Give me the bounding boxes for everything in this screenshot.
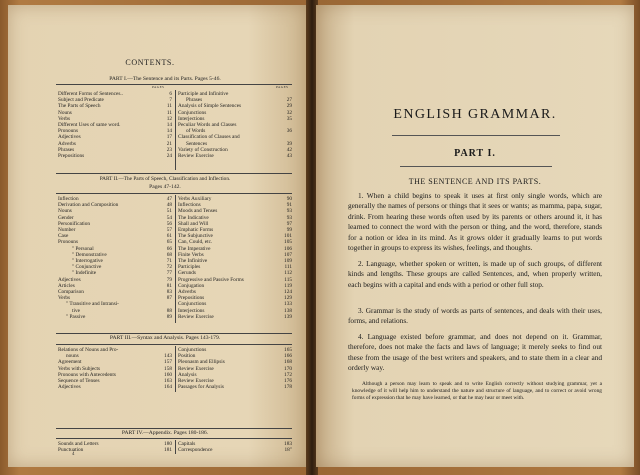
contents-entry-label: Personification <box>58 220 91 227</box>
contents-entry-page: 79 <box>166 276 172 283</box>
part2-top-rule <box>56 173 292 174</box>
part4-right-column <box>178 441 292 453</box>
contents-entry-page: 166 <box>284 353 292 360</box>
contents-entry-page: 32 <box>286 109 292 116</box>
contents-title: CONTENTS. <box>125 58 175 67</box>
contents-entry-page: 77 <box>166 270 172 277</box>
contents-entry-label: " Personal <box>72 245 94 252</box>
contents-entry-label: Interjections <box>178 307 205 314</box>
contents-entry-label: Peculiar Words and Classes <box>178 122 237 129</box>
contents-entry-label: Comparison <box>58 289 84 296</box>
contents-entry-label: Shall and Will <box>178 220 209 227</box>
contents-entry-label: Position <box>178 353 196 360</box>
contents-entry <box>178 153 292 159</box>
contents-entry-page: 87 <box>166 295 172 302</box>
contents-entry-label: Articles <box>58 282 75 289</box>
contents-entry-label: Emphatic Forms <box>178 227 214 234</box>
contents-entry-label: Number <box>58 227 76 234</box>
contents-entry-page: 12 <box>166 115 172 122</box>
contents-entry-page: 93 <box>286 214 292 221</box>
contents-entry-page: 11 <box>166 109 172 116</box>
pages-label: PAGES <box>152 85 165 89</box>
contents-entry-label: Review Exercise <box>178 378 214 385</box>
contents-entry-page: 183 <box>284 441 292 447</box>
contents-entry-label: " Transitive and Intransi- <box>66 301 119 308</box>
contents-entry-page: 88 <box>166 307 172 314</box>
contents-entry-label: Verbs with Subjects <box>58 365 101 372</box>
contents-entry-label: Classification of Clauses and <box>178 134 240 141</box>
contents-entry-label: Conjugation <box>178 282 205 289</box>
contents-entry-label: Moods and Tenses <box>178 208 218 215</box>
contents-entry-page: 7 <box>169 97 172 104</box>
contents-entry-label: Capitals <box>178 441 196 447</box>
contents-entry-label: Gerunds <box>178 270 196 277</box>
part-rule <box>400 166 552 167</box>
contents-entry-label: Progressive and Passive Forms <box>178 276 244 283</box>
contents-entry-page: 163 <box>164 378 172 385</box>
contents-entry-page: 23 <box>166 146 172 153</box>
contents-entry-label: Phrases <box>186 97 203 104</box>
contents-entry-label: Prepositions <box>178 295 205 302</box>
contents-entry-page: 180 <box>164 441 172 447</box>
contents-entry-page: 42 <box>286 146 292 153</box>
contents-entry-label: The Subjunctive <box>178 233 213 240</box>
contents-entry-page: 106 <box>284 245 292 252</box>
part1-right-column <box>178 91 292 159</box>
contents-entry-page: 111 <box>284 264 292 271</box>
contents-entry-label: Adjectives <box>58 276 81 283</box>
contents-entry-page: 176 <box>284 378 292 385</box>
contents-entry-page: 29 <box>286 103 292 110</box>
contents-entry-page: 54 <box>166 214 172 221</box>
contents-entry-label: of Words <box>186 128 206 135</box>
contents-entry-label: Review Exercise <box>178 313 214 320</box>
contents-entry-page: 160 <box>164 371 172 378</box>
contents-entry-page: 97 <box>286 220 292 227</box>
contents-entry-label: Verbs Auxiliary <box>178 196 212 202</box>
contents-entry-page: 24 <box>166 153 172 160</box>
paragraph-3: 3. Grammar is the study of words as parts of sentences, and deals with their uses, forms, and relations. <box>348 306 602 326</box>
part-title: PART I. <box>454 148 496 159</box>
contents-entry-label: Adverbs <box>178 289 196 296</box>
contents-entry-label: Passages for Analysis <box>178 384 224 391</box>
contents-entry-label: Inflection <box>58 196 79 202</box>
contents-entry-label: Agreement <box>58 359 82 366</box>
footnote: Although a person may learn to speak and to write English correctly without studying grammar, yet a knowledge of it will help him to understand the nature and structure of language, and to correct or avoid wrong forms of expression that he may have learned, or that he may hear or meet with. <box>352 381 602 402</box>
part4-top-rule <box>56 428 292 429</box>
contents-entry-label: Review Exercise <box>178 153 214 160</box>
contents-entry-label: Analysis of Simple Sentences <box>178 103 242 110</box>
contents-entry <box>58 447 172 453</box>
part4-heading: PART IV.—Appendix. Pages 180-186. <box>121 430 209 436</box>
contents-entry-page: 165 <box>284 347 292 353</box>
contents-entry-label: nouns <box>66 353 79 360</box>
part3-right-column <box>178 347 292 390</box>
contents-entry-page: 178 <box>284 384 292 391</box>
contents-entry-label: The Indicative <box>178 214 209 221</box>
contents-entry-label: Participles <box>178 264 201 271</box>
contents-entry-page: 51 <box>166 208 172 215</box>
part1-top-rule <box>56 84 292 85</box>
contents-entry-page: 164 <box>164 384 172 391</box>
contents-entry-page: 93 <box>286 208 292 215</box>
contents-entry-page: 83 <box>166 289 172 296</box>
contents-entry-page: 91 <box>286 202 292 209</box>
part1-column-divider <box>175 90 176 170</box>
contents-entry-page: 90 <box>286 196 292 202</box>
contents-entry-page: 157 <box>164 359 172 366</box>
contents-entry-label: Punctuation <box>58 447 84 454</box>
contents-entry-label: Finite Verbs <box>178 251 204 258</box>
contents-entry-label: The Parts of Speech <box>58 103 101 110</box>
contents-entry-label: Sequence of Tenses <box>58 378 100 385</box>
part3-left-column <box>58 347 172 390</box>
contents-entry-page: 181 <box>164 447 172 454</box>
contents-entry-label: Correspondence <box>178 447 213 454</box>
contents-entry-page: 36 <box>286 128 292 135</box>
part4-head-rule <box>56 438 292 439</box>
contents-entry-page: 66 <box>166 245 172 252</box>
contents-entry-page: 61 <box>166 233 172 240</box>
paragraph-4: 4. Language existed before grammar, and does not depend on it. Grammar, therefore, does not make the facts and laws of language; it merely seeks to find out these from the usage of the best writers and speakers, and to state them in a clear and orderly way. <box>348 332 602 373</box>
contents-entry <box>178 384 292 390</box>
part3-column-divider <box>175 346 176 392</box>
contents-entry-label: Verbs <box>58 115 71 122</box>
contents-entry-page: 81 <box>166 282 172 289</box>
part2-head-rule <box>56 193 292 194</box>
part2-heading: PART II.—The Parts of Speech, Classification and Inflection. <box>99 176 231 182</box>
contents-entry-page: 14 <box>166 122 172 129</box>
contents-entry-page: 21 <box>166 140 172 147</box>
contents-entry-label: Variety of Construction <box>178 146 228 153</box>
contents-entry-page: 168 <box>284 359 292 366</box>
part2-left-column <box>58 196 172 320</box>
part3-top-rule <box>56 333 292 334</box>
contents-entry-label: Adverbs <box>58 140 76 147</box>
contents-entry-label: Different Forms of Sentences.. <box>58 91 124 97</box>
contents-entry-label: " Indefinite <box>72 270 97 277</box>
contents-entry-label: Adjectives <box>58 134 81 141</box>
contents-entry-page: 138 <box>284 307 292 314</box>
contents-entry-label: Adjectives <box>58 384 81 391</box>
contents-entry-label: Conjunctions <box>178 109 207 116</box>
contents-entry-label: Conjunctions <box>178 301 207 308</box>
part4-left-column <box>58 441 172 453</box>
contents-entry-label: Case <box>58 233 69 240</box>
title-rule <box>392 135 560 136</box>
contents-entry <box>58 153 172 159</box>
contents-entry-label: Pronouns with Antecedents <box>58 371 116 378</box>
contents-entry-page: 124 <box>284 289 292 296</box>
contents-entry-label: Nouns <box>58 109 72 116</box>
paragraph-1: 1. When a child begins to speak it uses at first only single words, which are generally the names of persons or things that it sees or wants; as mamma, papa, sugar, drink. From hearing these words often used by its parents or others around it, it has learned to connect the word with the person or thing, and the word, therefore, stands for a notion or idea in its mind. As it grows older it gradually learns to put words together in groups to express its wishes, feelings, and thoughts. <box>348 191 602 253</box>
part2-column-divider <box>175 195 176 323</box>
book-title: ENGLISH GRAMMAR. <box>393 107 557 122</box>
contents-entry-page: 18″ <box>284 447 292 454</box>
contents-entry-page: 109 <box>284 258 292 265</box>
contents-entry-page: 71 <box>166 258 172 265</box>
contents-entry <box>58 384 172 390</box>
contents-entry-page: 48 <box>166 202 172 209</box>
contents-entry-label: Inflections <box>178 202 201 209</box>
part2-subheading: Pages 47-142. <box>149 184 181 190</box>
contents-entry-label: Nouns <box>58 208 72 215</box>
contents-entry-page: 47 <box>166 196 172 202</box>
contents-entry-label: " Demonstrative <box>72 251 107 258</box>
contents-entry-page: 107 <box>284 251 292 258</box>
contents-entry-label: Pronouns <box>58 239 79 246</box>
contents-entry-page: 65 <box>166 239 172 246</box>
paragraph-2: 2. Language, whether spoken or written, is made up of such groups, of different kinds and lengths. These groups are called Sentences, and, when properly written, each begins with a capital and ends with a period or other full stop. <box>348 259 602 289</box>
contents-entry-label: Participle and Infinitive <box>178 91 229 97</box>
contents-entry-page: 39 <box>286 140 292 147</box>
contents-entry-page: 89 <box>166 313 172 320</box>
contents-entry-page: 17 <box>166 134 172 141</box>
contents-entry-page: 6 <box>169 91 172 97</box>
left-page-number: 4 <box>72 452 75 457</box>
contents-entry-label: Review Exercise <box>178 365 214 372</box>
contents-entry-label: tive <box>72 307 80 314</box>
section-title: THE SENTENCE AND ITS PARTS. <box>408 177 542 186</box>
contents-entry-page: 133 <box>284 301 292 308</box>
contents-entry-label: The Imperative <box>178 245 211 252</box>
contents-entry-label: Pleonasm and Ellipsis <box>178 359 225 366</box>
contents-entry-label: The Infinitive <box>178 258 208 265</box>
contents-entry-page: 158 <box>164 365 172 372</box>
contents-entry <box>178 447 292 453</box>
contents-entry-page: 57 <box>166 227 172 234</box>
part1-heading: PART I.—The Sentence and its Parts. Pages 5-46. <box>109 76 221 82</box>
contents-entry-label: Gender <box>58 214 74 221</box>
contents-entry-label: Analysis <box>178 371 197 378</box>
contents-entry-page: 72 <box>166 264 172 271</box>
contents-entry-label: " Passive <box>66 313 86 320</box>
contents-entry-page: 11 <box>166 103 172 110</box>
contents-entry-label: Pronouns <box>58 128 79 135</box>
part2-right-column <box>178 196 292 320</box>
contents-entry-page: 56 <box>166 220 172 227</box>
contents-entry-label: " Interrogative <box>72 258 103 265</box>
contents-entry-page: 143 <box>164 353 172 360</box>
contents-entry <box>178 314 292 320</box>
contents-entry-label: Sounds and Letters <box>58 441 99 447</box>
contents-entry-page: 129 <box>284 295 292 302</box>
contents-entry-label: Can, Could, etc. <box>178 239 213 246</box>
contents-entry-label: Phrases <box>58 146 75 153</box>
contents-entry-label: Derivation and Composition <box>58 202 119 209</box>
contents-entry-page: 43 <box>286 153 292 160</box>
contents-entry-label: Verbs <box>58 295 71 302</box>
contents-entry-page: 119 <box>284 282 292 289</box>
contents-entry-page: 172 <box>284 371 292 378</box>
contents-entry-label: Subject and Predicate <box>58 97 104 104</box>
contents-entry-label: Interjections <box>178 115 205 122</box>
contents-entry-label: Conjunctions <box>178 347 207 353</box>
contents-entry-page: 101 <box>284 233 292 240</box>
contents-entry-label: Different Uses of same word. <box>58 122 121 129</box>
contents-entry-page: 68 <box>166 251 172 258</box>
contents-entry-label: Relations of Nouns and Pro- <box>58 347 119 353</box>
part3-heading: PART III.—Syntax and Analysis. Pages 143-179. <box>109 335 221 341</box>
contents-entry-page: 14 <box>166 128 172 135</box>
contents-entry-page: 139 <box>284 313 292 320</box>
contents-entry-label: Prepositions <box>58 153 85 160</box>
part1-left-column <box>58 91 172 159</box>
contents-entry-page: 170 <box>284 365 292 372</box>
contents-entry-label: Sentences <box>186 140 208 147</box>
contents-entry-page: 115 <box>284 276 292 283</box>
contents-entry-label: " Conjunctive <box>72 264 102 271</box>
contents-entry-page: 105 <box>284 239 292 246</box>
pages-label: PAGES <box>276 85 289 89</box>
part4-column-divider <box>175 440 176 454</box>
contents-entry-page: 35 <box>286 115 292 122</box>
contents-entry-page: 99 <box>286 227 292 234</box>
contents-entry-page: 27 <box>286 97 292 104</box>
contents-entry <box>58 314 172 320</box>
contents-entry-page: 112 <box>284 270 292 277</box>
part3-head-rule <box>56 344 292 345</box>
